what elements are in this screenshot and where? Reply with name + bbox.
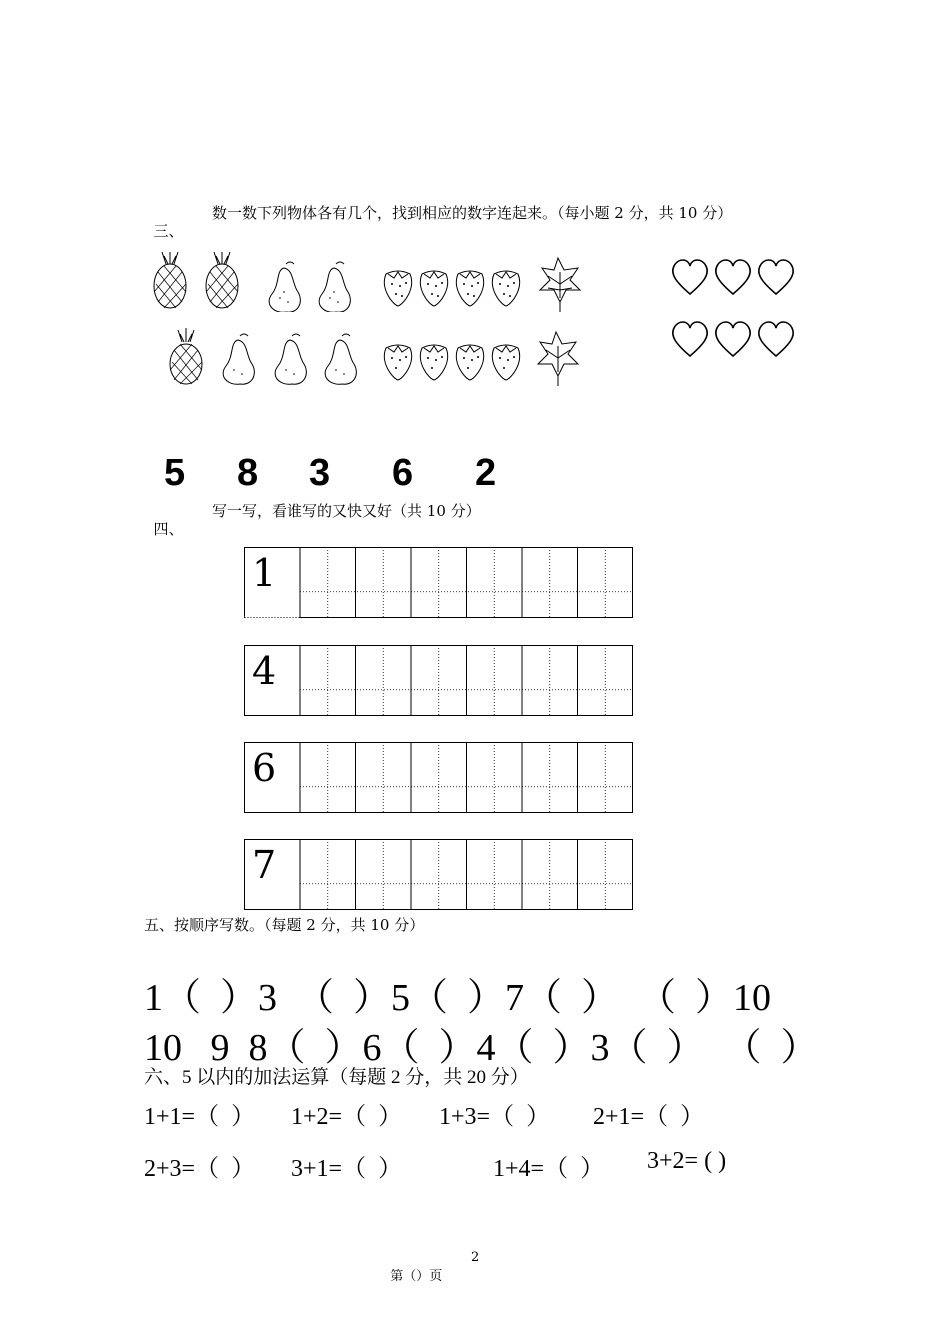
- equation[interactable]: 3+2= ( ): [647, 1148, 727, 1174]
- pictures-row-2: [160, 328, 590, 388]
- section3-instruction: 数一数下列物体各有几个，找到相应的数字连起来。（每小题 2 分，共 10 分）: [212, 204, 733, 222]
- section4-instruction: 写一写，看谁写的又快又好（共 10 分）: [212, 502, 481, 520]
- pineapple-icon: [206, 252, 238, 308]
- writing-grid-row[interactable]: [244, 839, 633, 910]
- writing-grid-row[interactable]: [244, 547, 633, 618]
- page-label: 第（）页: [390, 1269, 443, 1284]
- pear-icon: [275, 334, 306, 384]
- page-number: 2: [471, 1250, 480, 1265]
- strawberry-icon: [420, 345, 447, 380]
- hearts-group: [670, 256, 800, 366]
- pineapple-icon: [154, 252, 186, 308]
- section3-heading: [144, 202, 733, 259]
- heart-icon: [759, 260, 793, 294]
- writing-grid: [244, 547, 633, 620]
- section6-heading: 六、5 以内的加法运算（每题 2 分，共 20 分）: [144, 1067, 529, 1088]
- pear-icon: [325, 334, 356, 384]
- section4-heading: [144, 500, 481, 557]
- strawberry-icon: [384, 345, 411, 380]
- digit-option: 6: [392, 452, 414, 494]
- pineapple-icon: [170, 328, 202, 384]
- equation[interactable]: 1+2=（ ）: [291, 1104, 403, 1130]
- writing-grid: [244, 645, 633, 718]
- equation[interactable]: 2+3=（ ）: [144, 1156, 256, 1182]
- pictures-row-1: [148, 252, 588, 312]
- equation[interactable]: 1+3=（ ）: [439, 1104, 551, 1130]
- heart-icon: [716, 322, 750, 356]
- grid-sample-digit: 1: [252, 551, 277, 595]
- digit-option: 3: [309, 452, 331, 494]
- section4-number: 四、: [153, 520, 184, 538]
- grid-sample-digit: 6: [252, 746, 277, 790]
- equation[interactable]: 2+1=（ ）: [593, 1104, 705, 1130]
- section5-heading: 五、按顺序写数。（每题 2 分，共 10 分）: [144, 916, 425, 934]
- strawberry-icon: [456, 345, 483, 380]
- sequence-line-descending[interactable]: 10 9 8（ ）6（ ）4（ ）3（ ） （ ）: [144, 1027, 819, 1069]
- heart-icon: [716, 260, 750, 294]
- leaf-icon: [538, 332, 578, 386]
- strawberry-icon: [420, 271, 447, 306]
- section3-number: 三、: [153, 222, 184, 240]
- digit-option: 8: [237, 452, 259, 494]
- strawberry-icon: [456, 271, 483, 306]
- digit-options: [0, 452, 950, 498]
- heart-icon: [759, 322, 793, 356]
- writing-grid-row[interactable]: [244, 645, 633, 716]
- digit-option: 2: [475, 452, 497, 494]
- heart-icon: [673, 260, 707, 294]
- digit-option: 5: [164, 452, 186, 494]
- heart-icon: [673, 322, 707, 356]
- leaf-icon: [540, 258, 580, 312]
- strawberry-icon: [384, 271, 411, 306]
- strawberry-icon: [492, 345, 519, 380]
- equation[interactable]: 1+4=（ ）: [493, 1156, 605, 1182]
- pear-icon: [223, 334, 254, 384]
- pear-icon: [269, 262, 300, 312]
- sequence-line-ascending[interactable]: 1（ ）3 （ ）5（ ）7（ ） （ ）10: [144, 977, 772, 1019]
- page-footer: [382, 1250, 480, 1299]
- equation[interactable]: 3+1=（ ）: [291, 1156, 403, 1182]
- strawberry-icon: [492, 271, 519, 306]
- writing-grid: [244, 742, 633, 815]
- writing-grid: [244, 839, 633, 912]
- writing-grid-row[interactable]: [244, 742, 633, 813]
- grid-sample-digit: 4: [252, 649, 277, 693]
- grid-sample-digit: 7: [252, 843, 277, 887]
- pear-icon: [319, 262, 350, 312]
- equation[interactable]: 1+1=（ ）: [144, 1104, 256, 1130]
